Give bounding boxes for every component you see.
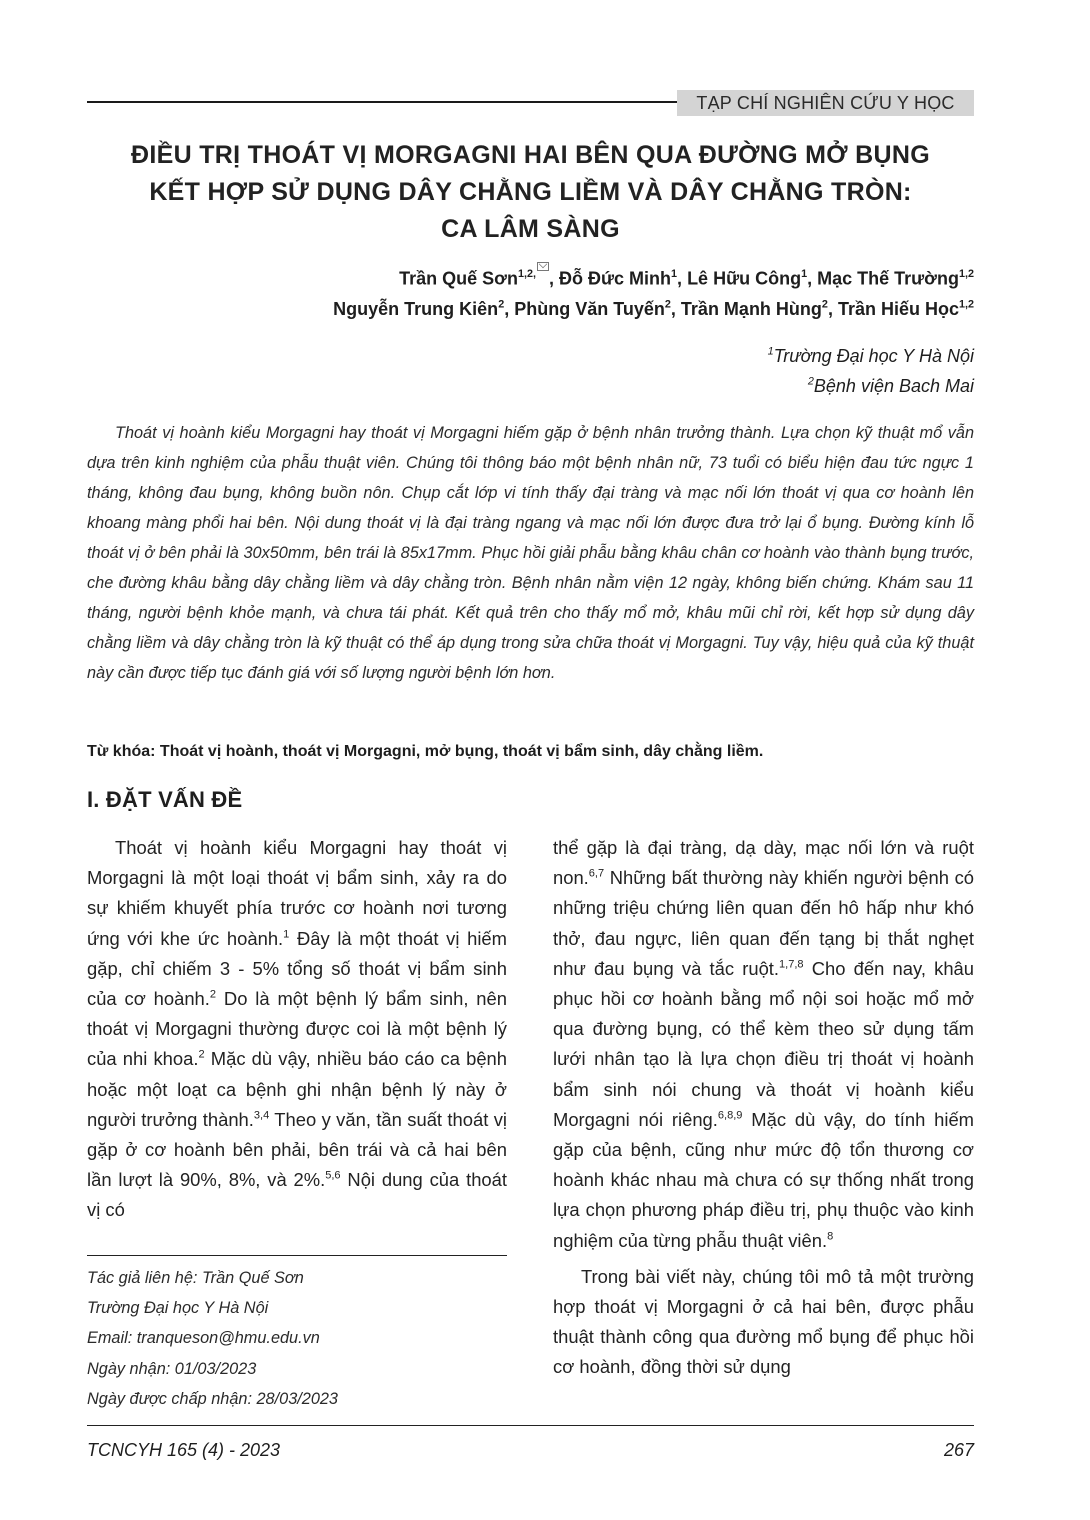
author-sup: 1,2 xyxy=(958,267,974,280)
citation-sup: 2 xyxy=(198,1048,205,1061)
affiliations xyxy=(87,341,974,401)
correspondence-footnote xyxy=(87,1263,507,1414)
author-sep: , xyxy=(504,298,515,319)
citation-sup: 1 xyxy=(283,927,290,940)
abstract: Thoát vị hoành kiểu Morgagni hay thoát vị Morgagni hiếm gặp ở bệnh nhân trưởng thành. Lựa chọn kỹ thuật mổ vẫn dựa trên kinh nghiệm của phẫu thuật viên. Chúng tôi thông báo một bệnh nhân nữ, 73 tuổi có biểu hiện đau tức ngực 1 tháng, không đau bụng, không buồn nôn. Chụp cắt lớp vi tính thấy đại tràng và mạc nối lớn thoát vị qua cơ hoành lên khoang màng phổi hai bên. Nội dung thoát vị là đại tràng ngang và mạc nối lớn được đưa trở lại ổ bụng. Đường kính lỗ thoát vị ở bên phải là 30x50mm, bên trái là 85x17mm. Phục hồi giải phẫu bằng khâu chân cơ hoành vào thành bụng trước, che đường khâu bằng dây chằng liềm và dây chằng tròn. Bệnh nhân nằm viện 12 ngày, không biến chứng. Khám sau 11 tháng, người bệnh khỏe mạnh, và chưa tái phát. Kết quả trên cho thấy mổ mở, khâu mũi chỉ rời, kết hợp sử dụng dây chằng liềm và dây chằng tròn là kỹ thuật có thể áp dụng trong sửa chữa thoát vị Morgagni. Tuy vậy, hiệu quả của kỹ thuật này cần được tiếp tục đánh giá với số lượng người bệnh lớn hơn. xyxy=(87,424,974,682)
title-line-3: CA LÂM SÀNG xyxy=(441,215,620,243)
citation-sup: 2 xyxy=(209,988,217,1001)
author-name: Phùng Văn Tuyến xyxy=(514,298,665,319)
author-sup: 2 xyxy=(664,297,671,310)
citation-sup: 1,7,8 xyxy=(779,958,804,971)
author-name: Đỗ Đức Minh xyxy=(559,268,672,289)
affiliation-sup: 1 xyxy=(767,345,774,358)
author-sep: , xyxy=(827,298,838,319)
body-paragraph xyxy=(553,833,974,1256)
body-column-right xyxy=(553,833,974,1383)
author-name: Mạc Thế Trường xyxy=(817,268,959,289)
citation-sup: 6,7 xyxy=(588,867,605,880)
corresponding-email: Email: tranqueson@hmu.edu.vn xyxy=(87,1329,320,1348)
author-line-1 xyxy=(87,262,974,294)
author-sep: , xyxy=(807,268,818,289)
author-sup: 1 xyxy=(671,267,678,280)
author-list xyxy=(87,262,974,324)
author-sup: 2 xyxy=(498,297,505,310)
affiliation-name: Bệnh viện Bach Mai xyxy=(813,376,974,396)
author-sep: , xyxy=(670,298,681,319)
keywords: Từ khóa: Thoát vị hoành, thoát vị Morgagni, mở bụng, thoát vị bẩm sinh, dây chằng liềm. xyxy=(87,743,764,760)
body-paragraph xyxy=(87,833,507,1226)
affiliation-name: Trường Đại học Y Hà Nội xyxy=(773,346,974,366)
author-sup: 1,2, xyxy=(517,267,536,280)
envelope-icon xyxy=(537,262,549,271)
citation-sup: 6,8,9 xyxy=(717,1109,743,1122)
body-text: Những bất thường này khiến người bệnh có những triệu chứng liên quan đến hô hấp như khó thở, đau ngực, liên quan đến tạng bị thắt nghẹt như đau bụng và tắc ruột. xyxy=(553,867,974,979)
title-line-1: ĐIỀU TRỊ THOÁT VỊ MORGAGNI HAI BÊN QUA ĐƯỜNG MỞ BỤNG xyxy=(131,141,930,169)
affiliation-sup: 2 xyxy=(807,375,814,388)
author-name: Trần Mạnh Hùng xyxy=(680,298,822,319)
corresponding-institution: Trường Đại học Y Hà Nội xyxy=(87,1299,269,1318)
received-date: Ngày nhận: 01/03/2023 xyxy=(87,1359,257,1378)
author-name: Trần Hiếu Học xyxy=(837,298,959,319)
author-sup: 1,2 xyxy=(958,297,974,310)
page-number: 267 xyxy=(943,1440,974,1460)
corresponding-author: Tác giả liên hệ: Trần Quế Sơn xyxy=(87,1269,304,1287)
author-name: Lê Hữu Công xyxy=(687,268,802,289)
header-rule xyxy=(87,101,677,103)
body-column-left xyxy=(87,833,507,1226)
body-text: Đây là một thoát vị hiếm gặp, chỉ chiếm 3 - 5% tổng số thoát vị bẩm sinh của cơ hoành. xyxy=(87,927,507,1010)
body-paragraph: Trong bài viết này, chúng tôi mô tả một trường hợp thoát vị Morgagni ở cả hai bên, được phẫu thuật thành công qua đường mổ bụng để phục hồi cơ hoành, đồng thời sử dụng xyxy=(553,1265,974,1378)
body-text: Nội dung của thoát vị có xyxy=(87,1169,507,1221)
citation-sup: 8 xyxy=(827,1229,834,1242)
article-title xyxy=(87,137,974,248)
author-name: Trần Quế Sơn xyxy=(399,268,518,289)
body-text: Cho đến nay, khâu phục hồi cơ hoành bằng mổ nội soi hoặc mổ mở qua đường bụng, có thể kèm theo sử dụng tấm lưới nhân tạo là lựa chọn điều trị thoát vị hoành bẩm sinh nói chung và thoát vị hoành kiểu Morgagni nói riêng. xyxy=(553,957,974,1130)
journal-citation: TCNCYH 165 (4) - 2023 xyxy=(87,1440,281,1460)
section-heading: I. ĐẶT VẤN ĐỀ xyxy=(87,787,243,812)
citation-sup: 3,4 xyxy=(253,1109,270,1122)
footnote-rule xyxy=(87,1255,507,1256)
author-sep: , xyxy=(677,268,688,289)
author-sup: 1 xyxy=(801,267,808,280)
author-name: Nguyễn Trung Kiên xyxy=(333,298,499,319)
author-sup: 2 xyxy=(821,297,828,310)
citation-sup: 5,6 xyxy=(325,1169,341,1182)
footer-rule xyxy=(87,1425,974,1426)
title-line-2: KẾT HỢP SỬ DỤNG DÂY CHẰNG LIỀM VÀ DÂY CHẰNG TRÒN: xyxy=(149,178,912,206)
accepted-date: Ngày được chấp nhận: 28/03/2023 xyxy=(87,1389,338,1408)
affiliation-1 xyxy=(87,341,974,371)
body-text: Mặc dù vậy, nhiều báo cáo ca bệnh hoặc một loạt ca bệnh ghi nhận bệnh lý này ở người trưởng thành. xyxy=(87,1048,508,1130)
author-sep: , xyxy=(548,268,559,289)
body-text: Theo y văn, tần suất thoát vị gặp ở cơ hoành bên phải, bên trái và cả hai bên lần lượt là 90%, 8%, và 2%. xyxy=(87,1108,507,1191)
body-text: Do là một bệnh lý bẩm sinh, nên thoát vị Morgagni thường được coi là một bệnh lý của nhi khoa. xyxy=(87,988,507,1070)
body-text: thể gặp là đại tràng, dạ dày, mạc nối lớn và ruột non. xyxy=(553,837,974,889)
body-text: Mặc dù vậy, do tính hiếm gặp của bệnh, cũng như mức độ tổn thương cơ hoành khác nhau mà chưa có sự thống nhất trong lựa chọn phương pháp điều trị, phụ thuộc vào kinh nghiệm của từng phẫu thuật viên. xyxy=(553,1108,974,1251)
author-line-2 xyxy=(87,294,974,324)
body-text: Thoát vị hoành kiểu Morgagni hay thoát vị Morgagni là một loại thoát vị bẩm sinh, xảy ra do sự khiếm khuyết phía trước cơ hoành nơi tương ứng với khe ức hoành. xyxy=(87,837,507,949)
affiliation-2 xyxy=(87,371,974,401)
journal-name: TẠP CHÍ NGHIÊN CỨU Y HỌC xyxy=(677,90,974,116)
